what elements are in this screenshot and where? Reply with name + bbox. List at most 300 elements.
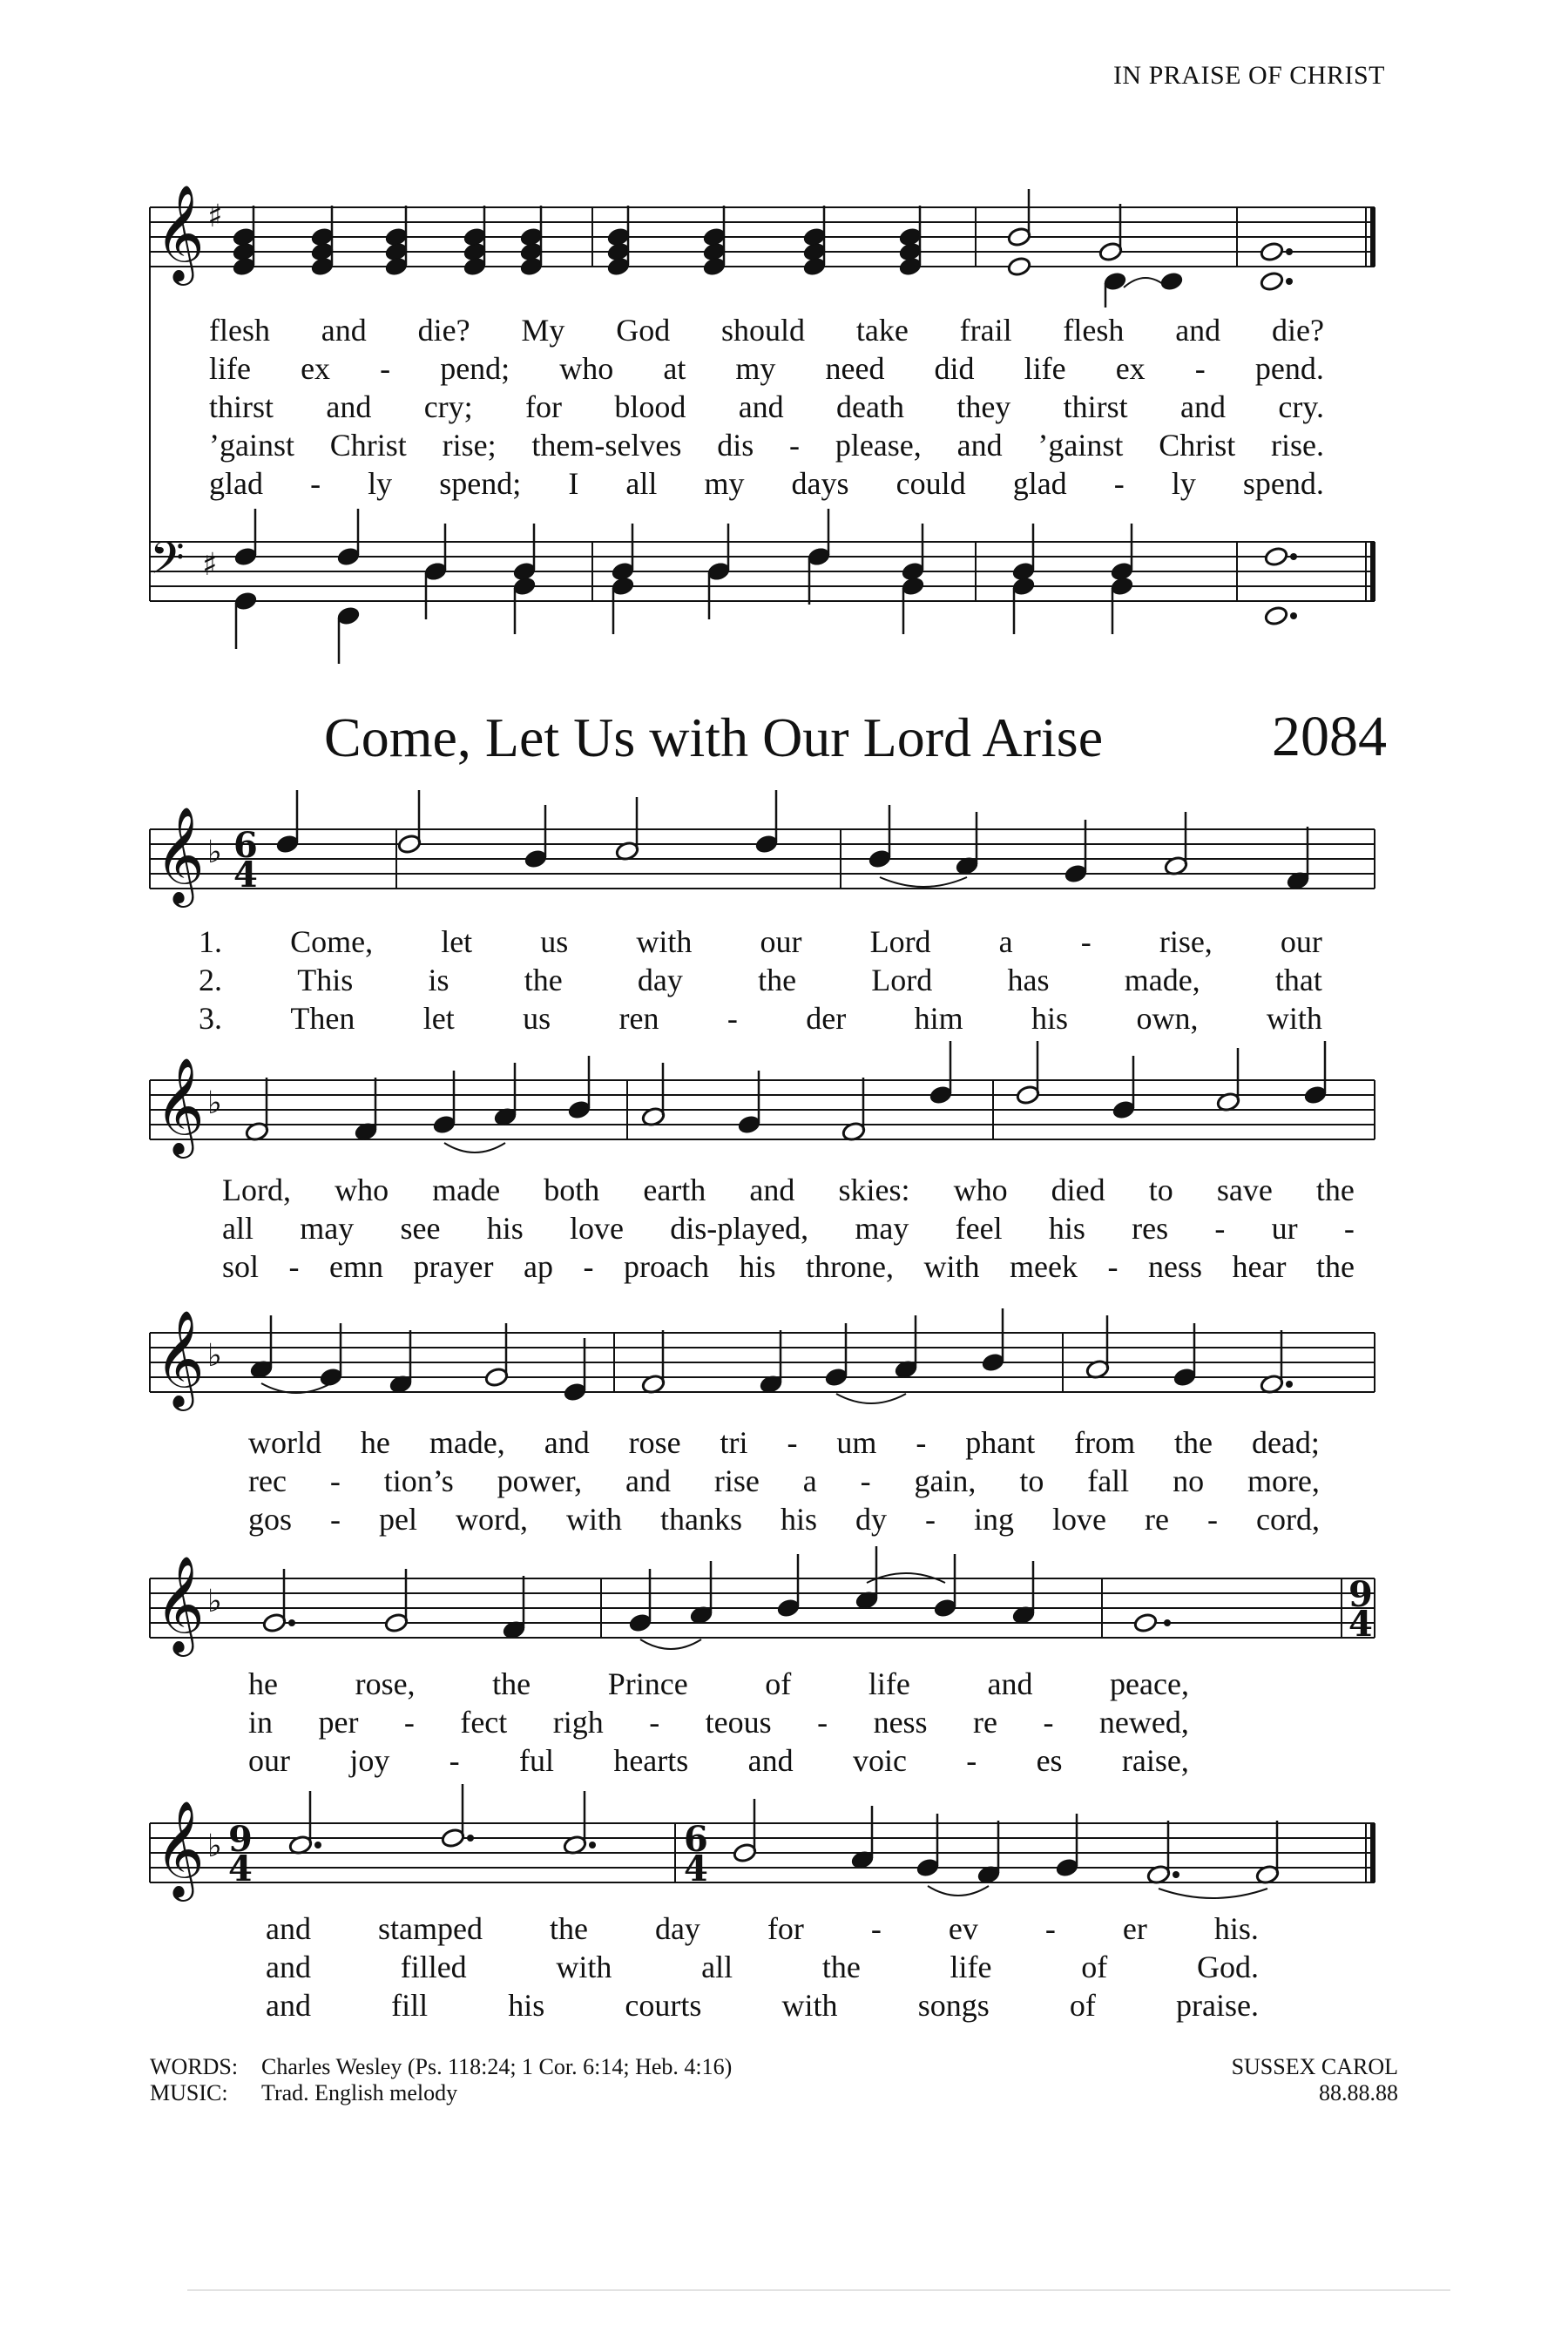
lyric-syllable: ’gainst xyxy=(209,428,294,463)
lyric-line xyxy=(209,312,1324,348)
slur xyxy=(640,1639,701,1649)
hymn-number: 2084 xyxy=(1272,705,1387,768)
lyric-syllable: my xyxy=(735,351,776,386)
lyric-syllable: thirst xyxy=(209,389,274,424)
lyric-line xyxy=(266,1949,1259,1985)
lyric-syllable: - xyxy=(1343,1211,1355,1246)
lyric-syllable: My xyxy=(521,313,565,348)
lyric-syllable: he xyxy=(360,1425,390,1460)
lyric-syllable: and xyxy=(625,1463,671,1498)
lyric-syllable: fect xyxy=(460,1705,508,1740)
lyric-syllable: God xyxy=(616,313,671,348)
lyric-syllable: death xyxy=(836,389,904,424)
lyric-syllable: and xyxy=(1180,389,1226,424)
lyric-syllable: gain, xyxy=(914,1463,977,1498)
lyric-syllable: - xyxy=(817,1705,828,1740)
lyric-syllable: that xyxy=(1274,963,1322,997)
lyric-syllable: from xyxy=(1074,1425,1136,1460)
lyric-syllable: see xyxy=(400,1211,441,1246)
lyric-syllable: rose, xyxy=(355,1666,416,1701)
slur xyxy=(928,1886,989,1896)
lyric-syllable: and xyxy=(266,1988,311,2023)
lyric-syllable: re xyxy=(973,1705,997,1740)
lyric-syllable: ly xyxy=(1171,466,1196,501)
lyric-syllable: spend. xyxy=(1242,466,1324,501)
lyric-syllable: the xyxy=(1316,1249,1355,1284)
lyric-syllable: dis-played, xyxy=(670,1211,809,1246)
lyric-syllable: of xyxy=(1069,1988,1096,2023)
flat-icon: ♭ xyxy=(207,1085,222,1121)
lyric-syllable: courts xyxy=(625,1988,702,2023)
time-signature-denominator: 4 xyxy=(228,1848,253,1889)
lyric-syllable: who xyxy=(559,351,614,386)
lyric-syllable: cry. xyxy=(1278,389,1324,424)
lyric-syllable: all xyxy=(625,466,658,501)
lyric-line xyxy=(248,1704,1189,1740)
lyric-syllable: - xyxy=(583,1249,594,1284)
lyric-syllable: ness xyxy=(873,1705,928,1740)
lyric-syllable: and xyxy=(987,1666,1033,1701)
lyric-syllable: - xyxy=(1113,466,1125,501)
lyric-syllable: Lord xyxy=(871,963,933,997)
lyric-syllable: died xyxy=(1051,1173,1105,1207)
lyric-syllable: for xyxy=(767,1911,804,1946)
lyric-syllable: Come, xyxy=(290,924,374,959)
treble-clef-icon: 𝄞 xyxy=(155,1309,205,1407)
lyric-syllable: rec xyxy=(248,1463,287,1498)
lyric-syllable: flesh xyxy=(209,313,270,348)
lyric-syllable: may xyxy=(300,1211,355,1246)
augmentation-dot xyxy=(1286,1381,1293,1388)
lyric-syllable: - xyxy=(329,1463,341,1498)
sharp-icon: ♯ xyxy=(207,199,223,234)
lyric-syllable: of xyxy=(765,1666,792,1701)
treble-staff-4 xyxy=(150,1578,1375,1638)
lyric-syllable: power, xyxy=(497,1463,583,1498)
time-signature-denominator: 4 xyxy=(233,855,258,896)
lyric-syllable: voic xyxy=(852,1743,907,1778)
lyric-syllable: newed, xyxy=(1098,1705,1189,1740)
lyric-syllable: a xyxy=(802,1463,817,1498)
lyric-syllable: ’gainst xyxy=(1037,428,1124,463)
augmentation-dot xyxy=(314,1842,321,1848)
lyric-syllable: proach xyxy=(624,1249,709,1284)
lyric-syllable: pel xyxy=(379,1502,417,1537)
lyric-syllable: them-selves xyxy=(531,428,682,463)
lyric-syllable: the xyxy=(1174,1425,1213,1460)
lyric-syllable: rise; xyxy=(442,428,497,463)
note-head xyxy=(1260,271,1284,292)
lyric-syllable: teous xyxy=(705,1705,772,1740)
lyric-syllable: his xyxy=(1031,1001,1069,1036)
time-signature-numerator: 6 xyxy=(233,825,258,866)
lyric-syllable: and xyxy=(747,1743,794,1778)
slur xyxy=(1124,278,1167,287)
lyric-syllable: could xyxy=(896,466,966,501)
lyric-syllable: and xyxy=(326,389,372,424)
lyric-syllable: rise. xyxy=(1271,428,1324,463)
lyric-syllable: ness xyxy=(1148,1249,1203,1284)
lyric-syllable: fall xyxy=(1087,1463,1130,1498)
lyric-syllable: earth xyxy=(643,1173,706,1207)
lyric-syllable: - xyxy=(380,351,391,386)
lyric-syllable: with xyxy=(923,1249,980,1284)
augmentation-dot xyxy=(1290,553,1297,560)
lyric-syllable: dis xyxy=(717,428,754,463)
lyric-syllable: more, xyxy=(1247,1463,1320,1498)
lyric-syllable: hearts xyxy=(613,1743,689,1778)
treble-clef-icon: 𝄞 xyxy=(155,1800,205,1897)
lyric-syllable: pend. xyxy=(1254,351,1324,386)
lyric-syllable: glad xyxy=(1012,466,1067,501)
lyric-syllable: and xyxy=(1175,313,1221,348)
lyric-syllable: feel xyxy=(955,1211,1003,1246)
augmentation-dot xyxy=(1286,248,1293,255)
lyric-syllable: raise, xyxy=(1121,1743,1189,1778)
treble-clef-icon: 𝄞 xyxy=(155,1057,205,1154)
flat-icon: ♭ xyxy=(207,835,222,870)
lyric-syllable: ren xyxy=(618,1001,659,1036)
lyric-syllable: ful xyxy=(519,1743,554,1778)
lyric-syllable: life xyxy=(950,1950,992,1984)
lyric-syllable: - xyxy=(649,1705,660,1740)
lyric-syllable: made, xyxy=(429,1425,505,1460)
lyric-syllable: love xyxy=(569,1211,624,1246)
lyric-syllable: and xyxy=(266,1911,311,1946)
lyric-syllable: and xyxy=(544,1425,590,1460)
lyric-syllable: own, xyxy=(1136,1001,1199,1036)
running-header: IN PRAISE OF CHRIST xyxy=(1112,61,1385,90)
flat-icon: ♭ xyxy=(207,1828,222,1864)
treble-clef-icon: 𝄞 xyxy=(155,806,205,903)
lyric-syllable: - xyxy=(330,1502,341,1537)
lyric-syllable: life xyxy=(209,351,251,386)
final-bar-thick xyxy=(1370,1823,1375,1882)
note-head xyxy=(1264,546,1288,567)
lyric-syllable: and xyxy=(738,389,784,424)
prev-bass-staff xyxy=(150,542,1375,601)
lyric-syllable: his xyxy=(739,1249,776,1284)
lyric-syllable: they xyxy=(956,389,1011,424)
time-signature-denominator: 4 xyxy=(1348,1604,1373,1645)
lyric-syllable: Lord, xyxy=(222,1173,291,1207)
lyric-line xyxy=(209,389,1324,425)
lyric-syllable: - xyxy=(916,1425,927,1460)
lyric-syllable: - xyxy=(288,1249,300,1284)
lyric-syllable: phant xyxy=(965,1425,1036,1460)
time-signature-numerator: 6 xyxy=(684,1819,708,1860)
lyric-syllable: ev xyxy=(948,1911,978,1946)
lyric-syllable: dead; xyxy=(1251,1425,1320,1460)
lyric-syllable: blood xyxy=(614,389,686,424)
flat-icon: ♭ xyxy=(207,1584,222,1619)
lyric-line xyxy=(222,1172,1355,1208)
augmentation-dot xyxy=(1164,1619,1171,1626)
lyric-syllable: for xyxy=(525,389,562,424)
lyric-syllable: peace, xyxy=(1110,1666,1189,1701)
prev-treble-staff xyxy=(150,207,1375,267)
lyric-syllable: God. xyxy=(1196,1950,1259,1984)
time-signature-denominator: 4 xyxy=(684,1848,708,1889)
lyric-syllable: 1. xyxy=(199,924,222,959)
lyric-syllable: who xyxy=(953,1173,1008,1207)
augmentation-dot xyxy=(467,1835,474,1842)
lyric-syllable: dy xyxy=(855,1502,888,1537)
lyric-syllable: his. xyxy=(1213,1911,1259,1946)
lyric-syllable: - xyxy=(310,466,321,501)
lyric-syllable: the xyxy=(492,1666,531,1701)
lyric-syllable: all xyxy=(222,1211,253,1246)
lyric-syllable: 2. xyxy=(199,963,222,997)
lyric-syllable: the xyxy=(549,1911,588,1946)
lyric-syllable: I xyxy=(568,466,579,501)
augmentation-dot xyxy=(1286,278,1293,285)
lyric-syllable: es xyxy=(1036,1743,1063,1778)
lyric-syllable: life xyxy=(868,1666,910,1701)
lyric-syllable: per xyxy=(318,1705,359,1740)
lyric-syllable: filled xyxy=(400,1950,467,1984)
lyric-syllable: skies: xyxy=(838,1173,910,1207)
lyric-syllable: our xyxy=(1280,924,1322,959)
slur xyxy=(444,1143,505,1152)
lyric-line xyxy=(248,1742,1189,1779)
lyric-syllable: emn xyxy=(329,1249,384,1284)
lyric-syllable: - xyxy=(403,1705,415,1740)
lyric-syllable: - xyxy=(1194,351,1206,386)
lyric-syllable: - xyxy=(1214,1211,1226,1246)
lyric-syllable: - xyxy=(787,1425,798,1460)
lyric-syllable: let xyxy=(422,1001,455,1036)
final-bar-thick xyxy=(1370,207,1375,267)
time-signature-numerator: 9 xyxy=(1348,1574,1373,1615)
lyric-syllable: did xyxy=(934,351,975,386)
lyric-syllable: with xyxy=(1266,1001,1322,1036)
lyric-syllable: frail xyxy=(959,313,1012,348)
lyric-syllable: - xyxy=(727,1001,738,1036)
note-head xyxy=(1264,605,1288,626)
lyric-syllable: flesh xyxy=(1063,313,1125,348)
lyric-syllable: of xyxy=(1081,1950,1108,1984)
lyric-syllable: tion’s xyxy=(383,1463,454,1498)
words-credit: Charles Wesley (Ps. 118:24; 1 Cor. 6:14; Heb. 4:16) xyxy=(261,2054,733,2079)
lyric-syllable: us xyxy=(523,1001,551,1036)
lyric-syllable: in xyxy=(248,1705,274,1740)
lyric-syllable: may xyxy=(855,1211,909,1246)
lyric-line xyxy=(199,962,1322,998)
lyric-syllable: - xyxy=(1207,1502,1218,1537)
lyric-syllable: he xyxy=(248,1666,278,1701)
lyric-syllable: our xyxy=(248,1743,290,1778)
lyric-syllable: with xyxy=(556,1950,612,1984)
lyric-syllable: the xyxy=(758,963,797,997)
lyric-syllable: our xyxy=(760,924,802,959)
lyric-syllable: - xyxy=(925,1502,936,1537)
page-edge-shadow xyxy=(187,2289,1450,2291)
lyric-syllable: made xyxy=(432,1173,501,1207)
lyric-syllable: who xyxy=(335,1173,389,1207)
note-head xyxy=(1159,271,1184,292)
lyric-syllable: die? xyxy=(417,313,470,348)
lyric-syllable: please, xyxy=(835,428,922,463)
lyric-syllable: take xyxy=(855,313,909,348)
lyric-syllable: word, xyxy=(456,1502,528,1537)
lyric-syllable: has xyxy=(1007,963,1050,997)
lyric-syllable: - xyxy=(449,1743,460,1778)
treble-clef-icon: 𝄞 xyxy=(155,184,205,281)
music-credit-label: MUSIC: xyxy=(150,2080,228,2105)
lyric-syllable: fill xyxy=(391,1988,429,2023)
lyric-syllable: the xyxy=(821,1950,861,1984)
lyric-syllable: - xyxy=(870,1911,882,1946)
lyric-syllable: rose xyxy=(628,1425,681,1460)
lyric-syllable: to xyxy=(1019,1463,1044,1498)
words-credit-label: WORDS: xyxy=(150,2054,239,2079)
hymn-title: Come, Let Us with Our Lord Arise xyxy=(324,706,1104,768)
time-signature-numerator: 9 xyxy=(228,1819,253,1860)
lyric-syllable: love xyxy=(1052,1502,1107,1537)
lyric-line xyxy=(222,1248,1355,1285)
lyric-syllable: save xyxy=(1216,1173,1273,1207)
lyric-syllable: all xyxy=(701,1950,733,1984)
lyric-line xyxy=(209,465,1324,502)
lyric-line xyxy=(199,923,1322,960)
lyric-syllable: der xyxy=(806,1001,847,1036)
meter: 88.88.88 xyxy=(1319,2080,1398,2105)
lyric-syllable: no xyxy=(1173,1463,1205,1498)
flat-icon: ♭ xyxy=(207,1338,222,1374)
lyric-syllable: - xyxy=(860,1463,871,1498)
lyric-syllable: pend; xyxy=(440,351,510,386)
lyric-syllable: tri xyxy=(720,1425,748,1460)
lyric-syllable: ing xyxy=(974,1502,1015,1537)
lyric-syllable: glad xyxy=(209,466,263,501)
treble-staff-2 xyxy=(150,1080,1375,1139)
lyric-syllable: er xyxy=(1122,1911,1147,1946)
music-credit: Trad. English melody xyxy=(261,2080,458,2105)
lyric-syllable: Then xyxy=(290,1001,355,1036)
lyric-syllable: to xyxy=(1148,1173,1173,1207)
lyric-syllable: ur xyxy=(1271,1211,1298,1246)
lyric-syllable: him xyxy=(914,1001,963,1036)
lyric-syllable: my xyxy=(704,466,745,501)
lyric-syllable: throne, xyxy=(806,1249,894,1284)
lyric-syllable: ex xyxy=(1115,351,1146,386)
tune-name: SUSSEX CAROL xyxy=(1231,2054,1398,2079)
lyric-syllable: cord, xyxy=(1256,1502,1320,1537)
lyric-syllable: and xyxy=(749,1173,795,1207)
slur xyxy=(880,877,967,887)
sharp-icon: ♯ xyxy=(202,547,218,583)
lyric-syllable: days xyxy=(791,466,849,501)
lyric-line xyxy=(222,1210,1355,1247)
lyric-syllable: um xyxy=(836,1425,877,1460)
lyric-line xyxy=(209,350,1324,387)
lyric-syllable: ex xyxy=(301,351,331,386)
lyric-line xyxy=(266,1987,1259,2024)
lyric-syllable: - xyxy=(966,1743,977,1778)
lyric-syllable: prayer xyxy=(413,1249,494,1284)
lyric-syllable: - xyxy=(789,428,801,463)
lyric-syllable: Christ xyxy=(1159,428,1236,463)
lyric-syllable: spend; xyxy=(439,466,522,501)
augmentation-dot xyxy=(589,1842,596,1848)
lyric-syllable: his xyxy=(1048,1211,1085,1246)
lyric-syllable: stamped xyxy=(377,1911,483,1946)
lyric-syllable: re xyxy=(1145,1502,1169,1537)
lyric-syllable: and xyxy=(321,313,367,348)
treble-staff-5 xyxy=(150,1823,1375,1882)
lyric-syllable: righ xyxy=(552,1705,604,1740)
lyric-syllable: gos xyxy=(248,1502,293,1537)
treble-clef-icon: 𝄞 xyxy=(155,1555,205,1652)
lyric-line xyxy=(209,427,1324,463)
lyric-syllable: - xyxy=(1107,1249,1119,1284)
lyric-syllable: and xyxy=(266,1950,311,1984)
lyric-syllable: thanks xyxy=(660,1502,743,1537)
slur xyxy=(836,1394,906,1403)
lyric-syllable: and xyxy=(956,428,1003,463)
lyric-syllable: - xyxy=(1044,1911,1056,1946)
lyric-line xyxy=(248,1501,1320,1538)
lyric-syllable: let xyxy=(441,924,473,959)
lyric-syllable: with xyxy=(781,1988,838,2023)
lyric-syllable: Christ xyxy=(329,428,407,463)
final-bar-thick xyxy=(1370,542,1375,601)
lyric-syllable: made, xyxy=(1124,963,1200,997)
lyric-syllable: at xyxy=(663,351,686,386)
bass-clef-icon: 𝄢 xyxy=(150,531,185,595)
lyric-syllable: - xyxy=(1043,1705,1054,1740)
lyric-syllable: sol xyxy=(222,1249,260,1284)
lyric-line xyxy=(199,1000,1322,1037)
lyric-syllable: the xyxy=(524,963,563,997)
lyric-line xyxy=(248,1666,1189,1702)
slur xyxy=(1159,1889,1267,1898)
lyric-syllable: praise. xyxy=(1176,1988,1259,2023)
lyric-syllable: ap xyxy=(524,1249,553,1284)
augmentation-dot xyxy=(1290,612,1297,619)
lyric-syllable: day xyxy=(637,963,683,997)
lyric-syllable: ly xyxy=(368,466,393,501)
lyric-line xyxy=(248,1424,1320,1461)
lyric-syllable: with xyxy=(566,1502,623,1537)
lyric-syllable: res xyxy=(1132,1211,1169,1246)
lyric-syllable: his xyxy=(486,1211,524,1246)
note-head xyxy=(1260,241,1284,262)
lyric-syllable: is xyxy=(428,963,449,997)
note-head xyxy=(1007,256,1031,277)
lyric-syllable: die? xyxy=(1272,313,1324,348)
lyric-line xyxy=(266,1910,1259,1947)
lyric-syllable: Prince xyxy=(607,1666,688,1701)
lyric-syllable: the xyxy=(1315,1173,1355,1207)
augmentation-dot xyxy=(1173,1871,1179,1878)
lyric-syllable: life xyxy=(1024,351,1066,386)
lyric-syllable: day xyxy=(654,1911,700,1946)
lyric-syllable: his xyxy=(781,1502,818,1537)
lyric-syllable: Lord xyxy=(869,924,931,959)
lyric-syllable: 3. xyxy=(199,1001,222,1036)
lyric-syllable: both xyxy=(544,1173,600,1207)
lyric-line xyxy=(248,1463,1320,1499)
lyric-syllable: us xyxy=(540,924,569,959)
lyric-syllable: cry; xyxy=(423,389,473,424)
augmentation-dot xyxy=(288,1619,295,1626)
lyric-syllable: his xyxy=(508,1988,545,2023)
lyric-syllable: hear xyxy=(1232,1249,1287,1284)
lyric-syllable: thirst xyxy=(1063,389,1128,424)
lyric-syllable: need xyxy=(825,351,885,386)
